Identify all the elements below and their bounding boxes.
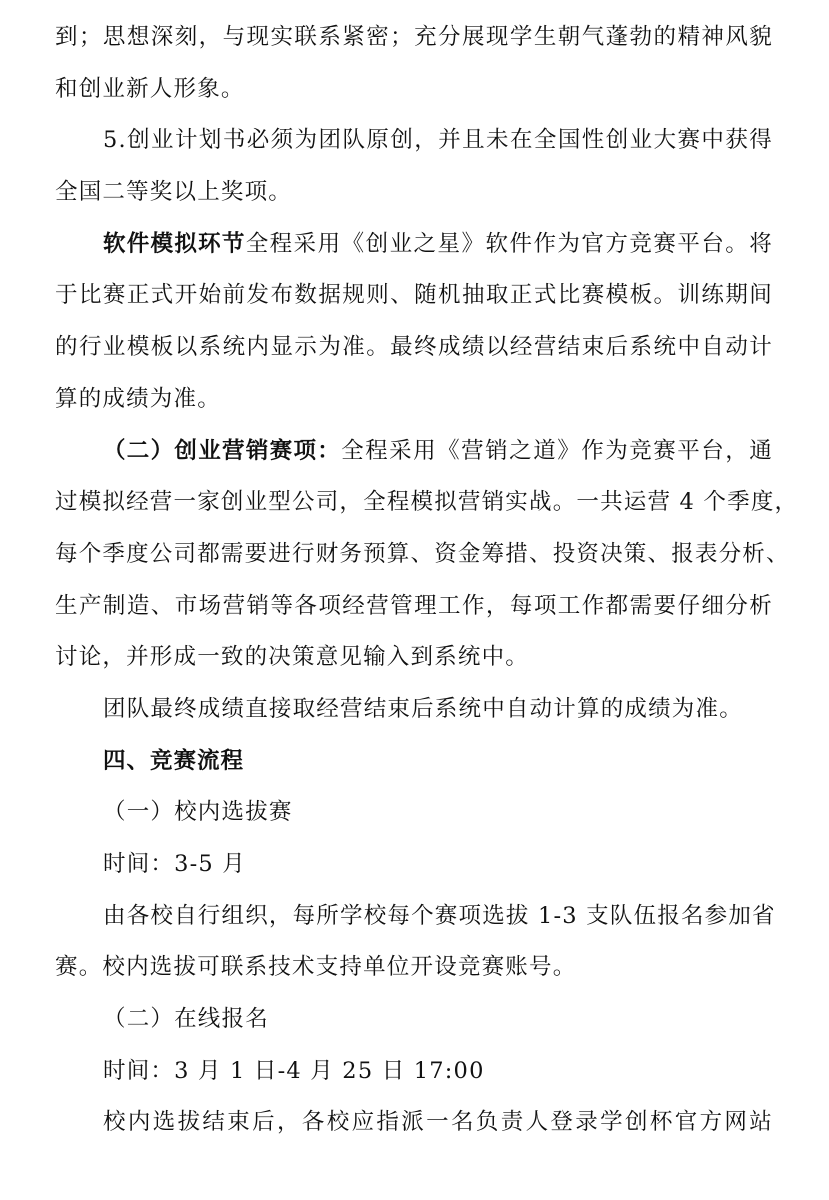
paragraph-line: 和创业新人形象。 xyxy=(55,75,245,102)
paragraph-line: 时间：3 月 1 日-4 月 25 日 17:00 xyxy=(103,1057,485,1084)
subsection-heading: （一）校内选拔赛 xyxy=(103,799,293,826)
paragraph-line: 到；思想深刻，与现实联系紧密；充分展现学生朝气蓬勃的精神风貌 xyxy=(55,24,773,50)
paragraph-line: 每个季度公司都需要进行财务预算、资金筹措、投资决策、报表分析、 xyxy=(55,540,790,567)
bold-lead: （二）创业营销赛项： xyxy=(103,437,342,464)
paragraph-line: 全国二等奖以上奖项。 xyxy=(55,179,293,206)
paragraph-line: 过模拟经营一家创业型公司，全程模拟营销实战。一共运营 4 个季度， xyxy=(55,489,799,516)
paragraph-line: 5.创业计划书必须为团队原创，并且未在全国性创业大赛中获得 xyxy=(103,127,773,154)
section-heading: 四、竞赛流程 xyxy=(103,747,245,774)
paragraph-line: 校内选拔结束后，各校应指派一名负责人登录学创杯官方网站 xyxy=(103,1109,773,1136)
paragraph-line: 团队最终成绩直接取经营结束后系统中自动计算的成绩为准。 xyxy=(103,695,743,722)
document-page xyxy=(55,12,799,1149)
paragraph-line: 赛。校内选拔可联系技术支持单位开设竞赛账号。 xyxy=(55,954,577,981)
paragraph-line: 算的成绩为准。 xyxy=(55,385,221,412)
paragraph-line: 软件模拟环节全程采用《创业之星》软件作为官方竞赛平台。将 xyxy=(103,230,773,257)
paragraph-line: （二）创业营销赛项：全程采用《营销之道》作为竞赛平台，通 xyxy=(103,437,773,464)
paragraph-line: 由各校自行组织，每所学校每个赛项选拔 1-3 支队伍报名参加省 xyxy=(103,902,776,929)
paragraph-line: 生产制造、市场营销等各项经营管理工作，每项工作都需要仔细分析 xyxy=(55,592,773,619)
subsection-heading: （二）在线报名 xyxy=(103,1006,269,1033)
paragraph-line: 讨论，并形成一致的决策意见输入到系统中。 xyxy=(55,644,530,671)
paragraph-line: 时间：3-5 月 xyxy=(103,851,246,877)
bold-lead: 软件模拟环节 xyxy=(103,230,246,257)
paragraph-line: 的行业模板以系统内显示为准。最终成绩以经营结束后系统中自动计 xyxy=(55,334,773,361)
paragraph-line: 于比赛正式开始前发布数据规则、随机抽取正式比赛模板。训练期间 xyxy=(55,282,773,309)
